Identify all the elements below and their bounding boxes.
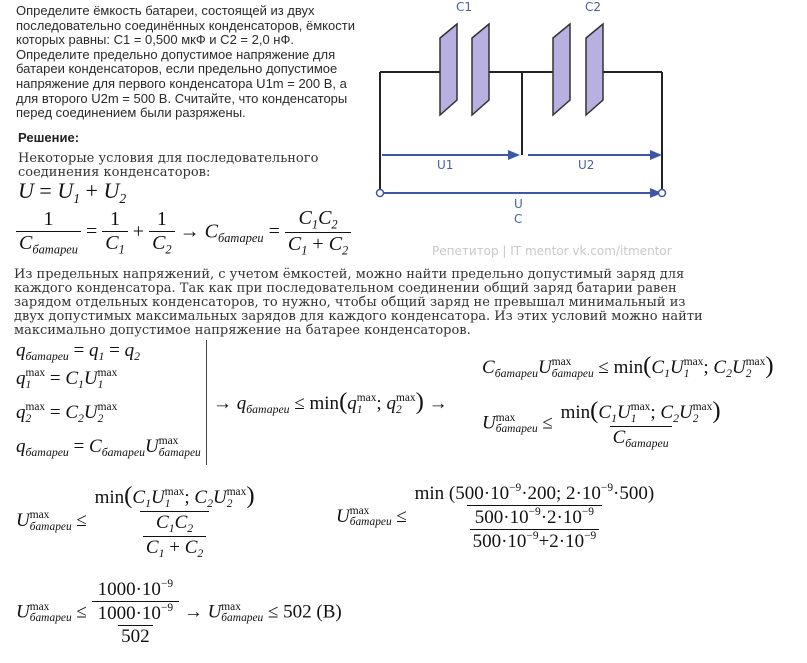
paragraph-line: двух допустимых максимальных зарядов для каждого конденсатора. Из этих условий можно найти [14,309,703,324]
problem-statement [16,4,371,121]
solution-title: Решение: [18,130,80,145]
problem-line: которых равны: С1 = 0,500 мкФ и С2 = 2,0 нФ. [16,32,294,48]
label-c1: C1 [456,0,473,14]
label-c2: C2 [585,0,602,14]
intro-line: Некоторые условия для последовательного [18,151,319,166]
label-u2: U2 [578,158,595,172]
capacitor-c1-plate-left [440,24,457,115]
arrow-u1-head [508,150,520,160]
paragraph-line: каждого конденсатора. Так как при последовательном соединении общий заряд батарии равен [14,281,677,296]
label-u1: U1 [437,158,454,172]
circuit-diagram [360,0,690,230]
capacitor-c2-plate-left [553,24,570,115]
formula-capacitance: $\frac{1}{C_{батареи}}$ = $\frac{1}{C_1}$ + $\frac{1}{C_2}$ → $C_{батареи}$ = $\frac{C_1C_2}{C_1 + C_2}$ [16,207,351,259]
problem-line: Определите ёмкость батареи, состоящей из двух [16,3,315,18]
problem-line: Определите предельно допустимое напряжение для [16,46,336,62]
paragraph-line: зарядом отдельных конденсаторов, то нужно, чтобы общий заряд не превышал минимальный из [14,295,686,310]
formula-u-max-numeric: U max батареи ≤ $\frac{\min (500\cdot 10^{-9}\cdot 200; 2\cdot 10^{-9}\cdot 500)}{\frac{500\cdot 10^{-9}\cdot 2\cdot 10^{-9}}{500\cdot 10^{-9}+2\cdot 10^{-9}}}$ [336,482,655,552]
solution-intro [18,152,318,180]
capacitor-c2-plate-right [586,24,603,115]
inequality-u-bat: U max батареи ≤ $\min(C_1U$ max 1 ; $C_2U$ max 2 ) $C_{батареи}$ [482,397,721,451]
capacitor-c1-plate-right [472,24,489,115]
inequality-c-u: $C_{батареи}U$ max батареи ≤ $\min(C_1U$ max 1 ; $C_2U$ max 2 ) [482,352,774,381]
solution-paragraph [14,267,703,338]
system-divider [206,340,207,465]
label-c: C [514,212,523,226]
result-value: ≤ 502 (B) [267,601,342,623]
paragraph-line: максимально допустимое напряжение на батарее конденсаторов. [14,323,471,338]
charge-equation-2: q max 1 = $C_1U$ max 1 [16,367,118,392]
formula-result: U max батареи ≤ $\frac{1000\cdot 10^{-9}}{\frac{1000\cdot 10^{-9}}{502}}$ → U max батареи ≤ 502 (B) [16,578,342,647]
arrow-u2-head [650,150,662,160]
paragraph-line: Из предельных напряжений, с учетом ёмкостей, можно найти предельно допустимый заряд для [14,267,685,282]
problem-line: для второго U2m = 500 В. Считайте, что конденсаторы [16,90,348,106]
watermark: Репетитор | IT mentor vk.com/itmentor [432,244,672,258]
problem-line: напряжение для первого конденсатора U1m = 200 В, а [16,75,347,91]
terminal-left [377,190,384,197]
problem-line: последовательно соединённых конденсаторов, ёмкости [16,17,355,33]
problem-line: перед соединением были разряжены. [16,105,246,121]
charge-equation-4: $q_{батареи} = C_{батареи}U$ max батареи [16,435,201,460]
problem-line: батареи конденсаторов, если предельно допустимое [16,61,338,77]
formula-u-sum: $U = U_1 + U_2$ [18,178,127,206]
min-charge-expression: → $q_{батареи} \le \min(q$ max 1 ; q max 2 ) → [213,388,448,417]
intro-line: соединения конденсаторов: [18,165,211,180]
terminal-right [659,190,666,197]
charge-equation-1: $q_{батареи} = q_1 = q_2$ [16,340,141,364]
formula-u-max-symbolic: U max батареи ≤ $\min(C_1U$ max 1 ; $C_2U$ max 2 ) $\frac{C_1C_2}{C_1 + C_2}$ [16,482,255,561]
label-u: U [514,197,523,211]
charge-equation-3: q max 2 = $C_2U$ max 2 [16,401,118,426]
